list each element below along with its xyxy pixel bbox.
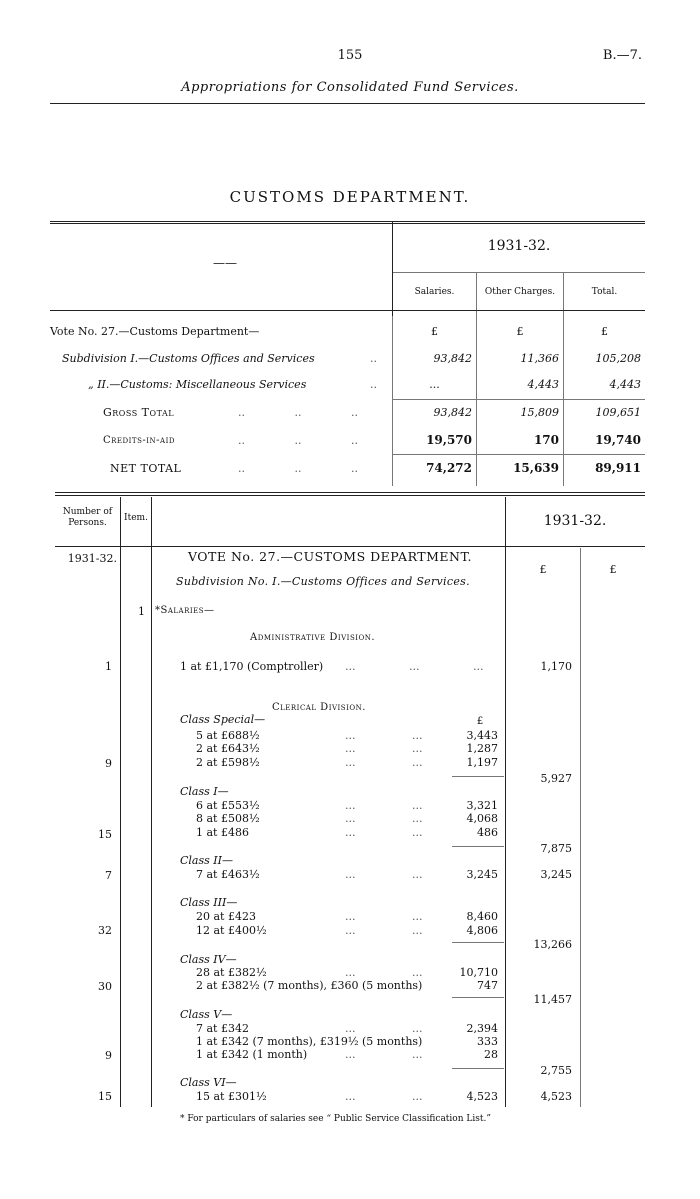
class-subtotal: 7,875 (540, 842, 572, 855)
leader-dots: ... (345, 1090, 356, 1103)
persons-year: 1931-32. (67, 552, 117, 565)
line-amount: 3,245 (466, 868, 498, 881)
leader-dots: ... (345, 1022, 356, 1035)
vote-title: VOTE No. 27.—CUSTOMS DEPARTMENT. (188, 549, 472, 564)
summary-cell: 93,842 (433, 352, 472, 365)
leader-dots: ... (412, 799, 423, 812)
class-line-text: 15 at £301½ (196, 1090, 267, 1103)
class-name: Class V— (180, 1008, 233, 1021)
leader-dots: ... (345, 910, 356, 923)
class-subtotal: 13,266 (533, 938, 572, 951)
persons-count: 9 (105, 1049, 112, 1062)
currency-col-2: £ (609, 563, 617, 576)
class-line-text: 2 at £382½ (7 months), £360 (5 months) (196, 979, 423, 992)
summary-row-label: Subdivision I.—Customs Offices and Services (62, 352, 315, 365)
class-subtotal: 4,523 (540, 1090, 572, 1103)
class-line-text: 2 at £598½ (196, 756, 260, 769)
amount-column-line (505, 497, 506, 1107)
leader-dots: ... (345, 966, 356, 979)
administrative-division-heading: Administrative Division. (250, 632, 376, 643)
subdivision-title: Subdivision No. I.—Customs Offices and Services. (176, 575, 470, 588)
summary-bottom-rule (55, 492, 645, 493)
header-rule (50, 103, 645, 104)
summary-cell: ... (429, 378, 440, 391)
class-line-text: 1 at £342 (1 month) (196, 1048, 308, 1061)
currency-subcolumn: £ (476, 716, 484, 727)
summary-dash: —— (213, 256, 237, 270)
leader-dots: ... (412, 1048, 423, 1061)
summary-row-label: NET TOTAL (110, 462, 182, 475)
summary-cell: 74,272 (426, 461, 472, 475)
subtotal-rule (452, 942, 504, 943)
leader-dots: ... (412, 812, 423, 825)
col-item: Item. (124, 513, 148, 523)
currency-col-1: £ (539, 563, 547, 576)
class-line-text: 6 at £553½ (196, 799, 260, 812)
summary-top-rule-2 (50, 223, 645, 224)
class-name: Class VI— (180, 1076, 237, 1089)
item-column-line (151, 497, 152, 1107)
line-amount: 8,460 (466, 910, 498, 923)
class-subtotal: 11,457 (533, 993, 572, 1006)
line-amount: 486 (477, 826, 498, 839)
leader-dots: ... (412, 966, 423, 979)
leader-dots: ... (345, 742, 356, 755)
summary-cell: 15,809 (520, 406, 559, 419)
summary-cell: 89,911 (595, 461, 641, 475)
class-line-text: 7 at £342 (196, 1022, 249, 1035)
class-line-text: 5 at £688½ (196, 729, 260, 742)
leader-dots: ... (345, 1048, 356, 1061)
line-amount: 333 (477, 1035, 498, 1048)
leader-dots: ... (412, 1022, 423, 1035)
summary-cell: 4,443 (527, 378, 559, 391)
persons-count: 30 (98, 980, 112, 993)
class-name: Class Special— (180, 713, 266, 726)
persons-count: 15 (98, 1090, 112, 1103)
summary-bottom-rule-2 (55, 495, 645, 496)
class-name: Class I— (180, 785, 229, 798)
persons-count: 9 (105, 757, 112, 770)
summary-cell: 93,842 (433, 406, 472, 419)
line-amount: 747 (477, 979, 498, 992)
document-reference: B.—7. (602, 48, 642, 63)
summary-row-label: „ II.—Customs: Miscellaneous Services (88, 378, 307, 391)
class-line-text: 28 at £382½ (196, 966, 267, 979)
leader-dots: ... (412, 868, 423, 881)
summary-header-divider (392, 221, 393, 318)
leader-dots: ... (345, 799, 356, 812)
leader-dots: ... (412, 924, 423, 937)
summary-cell: 19,740 (595, 433, 641, 447)
salaries-heading: *Salaries— (155, 605, 215, 616)
summary-cell: 19,570 (426, 433, 472, 447)
currency-salaries: £ (431, 325, 438, 338)
persons-count: 32 (98, 924, 112, 937)
col-number-of-persons: Number of Persons. (62, 507, 113, 528)
class-line-text: 1 at £342 (7 months), £319½ (5 months) (196, 1035, 423, 1048)
summary-header-rule (50, 310, 645, 311)
summary-row-label: Credits-in-aid (103, 435, 175, 446)
summary-row-label: Gross Total (103, 406, 175, 419)
leader-dots: ... (345, 756, 356, 769)
clerical-division-heading: Clerical Division. (272, 702, 366, 713)
class-name: Class II— (180, 854, 233, 867)
leader-dots: ... (412, 756, 423, 769)
running-title: Appropriations for Consolidated Fund Services. (181, 80, 519, 95)
leader-dots: ... (345, 924, 356, 937)
class-line-text: 12 at £400½ (196, 924, 267, 937)
department-title: CUSTOMS DEPARTMENT. (229, 188, 471, 206)
line-amount: 4,806 (466, 924, 498, 937)
detail-header-rule (55, 546, 645, 547)
summary-cell: 170 (533, 433, 559, 447)
summary-vote-label: Vote No. 27.—Customs Department— (50, 325, 260, 338)
leader-dots: ... (412, 742, 423, 755)
item-number: 1 (138, 605, 145, 618)
summary-cell: 11,366 (520, 352, 559, 365)
total-column-line (580, 548, 581, 1107)
leader-dots: ... (412, 729, 423, 742)
page-number: 155 (337, 48, 363, 63)
year-underline (393, 272, 645, 273)
comptroller-line: 1 at £1,170 (Comptroller) (180, 660, 324, 673)
class-name: Class IV— (180, 953, 237, 966)
persons-count: 15 (98, 828, 112, 841)
summary-cell: 15,639 (513, 461, 559, 475)
class-line-text: 8 at £508½ (196, 812, 260, 825)
class-line-text: 20 at £423 (196, 910, 256, 923)
persons-count: 7 (105, 869, 112, 882)
line-amount: 2,394 (466, 1022, 498, 1035)
persons-column-line (120, 497, 121, 1107)
summary-top-rule (50, 221, 645, 222)
class-line-text: 2 at £643½ (196, 742, 260, 755)
currency-other: £ (516, 325, 524, 338)
comptroller-amount: 1,170 (540, 660, 572, 673)
persons-count: 1 (105, 660, 112, 673)
leader-dots: ... (345, 826, 356, 839)
line-amount: 4,068 (466, 812, 498, 825)
summary-cell: 105,208 (595, 352, 641, 365)
summary-cell: 109,651 (595, 406, 641, 419)
currency-total: £ (601, 325, 608, 338)
leader-dots: ... (412, 826, 423, 839)
line-amount: 3,321 (466, 799, 498, 812)
summary-year: 1931-32. (487, 238, 551, 254)
summary-cell: 4,443 (609, 378, 641, 391)
class-line-text: 7 at £463½ (196, 868, 260, 881)
leader-dots: ... (345, 868, 356, 881)
class-subtotal: 3,245 (540, 868, 572, 881)
line-amount: 1,287 (466, 742, 498, 755)
leader-dots: ... (412, 910, 423, 923)
subtotal-rule (452, 997, 504, 998)
class-line-text: 1 at £486 (196, 826, 249, 839)
class-name: Class III— (180, 896, 238, 909)
subtotal-rule (452, 776, 504, 777)
line-amount: 10,710 (459, 966, 498, 979)
subtotal-rule (452, 846, 504, 847)
col-other-charges: Other Charges. (484, 287, 556, 297)
leader-dots: ... (345, 729, 356, 742)
col-salaries: Salaries. (414, 287, 455, 297)
line-amount: 1,197 (466, 756, 498, 769)
leader-dots: ... (412, 1090, 423, 1103)
detail-year: 1931-32. (543, 513, 607, 529)
line-amount: 28 (484, 1048, 498, 1061)
line-amount: 4,523 (466, 1090, 498, 1103)
subtotal-rule (452, 1068, 504, 1069)
class-subtotal: 5,927 (540, 772, 572, 785)
leader-dots: ... (345, 812, 356, 825)
footnote: * For particulars of salaries see “ Public Service Classification List.” (180, 1114, 491, 1124)
col-total: Total. (591, 287, 618, 297)
class-subtotal: 2,755 (540, 1064, 572, 1077)
line-amount: 3,443 (466, 729, 498, 742)
